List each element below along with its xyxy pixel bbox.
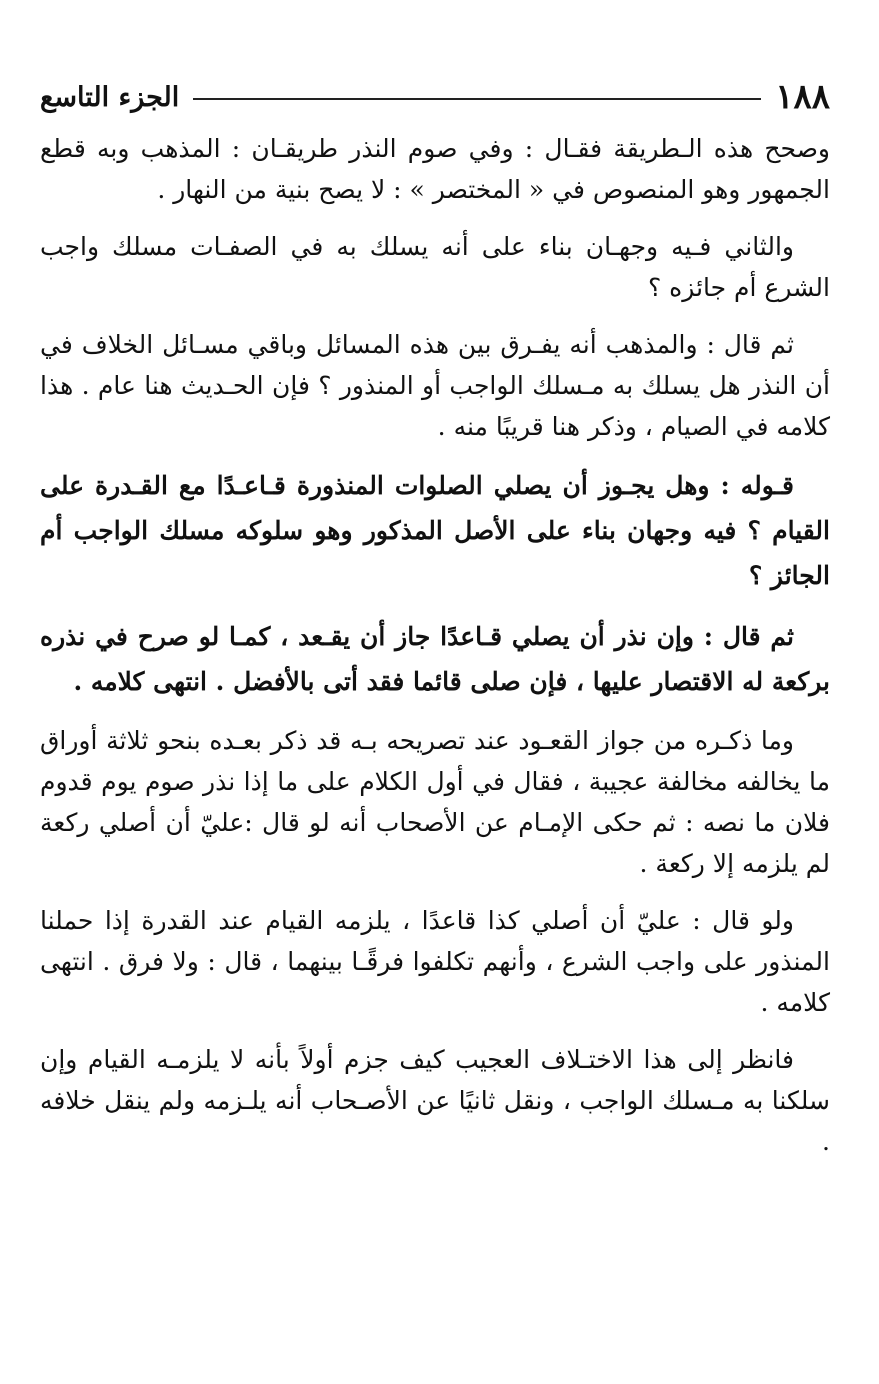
page-header: [40, 72, 830, 122]
paragraph-1: وصحح هذه الـطريقة فقـال : وفي صوم النذر طريقـان : المذهب وبه قطع الجمهور وهو المنصوص في « المختصر » : لا يصح بنية من النهار .: [40, 134, 830, 204]
paragraph-4-quoted: قـوله : وهل يجـوز أن يصلي الصلوات المنذورة قـاعـدًا مع القـدرة على القيام ؟ فيه وجهان بناء على الأصل المذكور وهو سلوكه مسلك الواجب أم الجائز ؟: [40, 471, 830, 590]
book-page: [40, 72, 830, 1178]
page-number: ١٨٨: [775, 77, 830, 117]
paragraph-2: والثاني فـيه وجهـان بناء على أنه يسلك به في الصفـات مسلك واجب الشرع أم جائزه ؟: [40, 232, 830, 302]
paragraph-3: ثم قال : والمذهب أنه يفـرق بين هذه المسائل وباقي مسـائل الخلاف في أن النذر هل يسلك به مـسلك الواجب أو المنذور ؟ فإن الحـديث هنا عام . هذا كلامه في الصيام ، وذكر هنا قريبًا منه .: [40, 330, 830, 441]
paragraph-8: فانظر إلى هذا الاختـلاف العجيب كيف جزم أولاً بأنه لا يلزمـه القيام وإن سلكنا به مـسلك الواجب ، ونقل ثانيًا عن الأصـحاب أنه يلـزمه ولم ينقل خلافه .: [40, 1045, 830, 1156]
paragraph-7: ولو قال : عليّ أن أصلي كذا قاعدًا ، يلزمه القيام عند القدرة إذا حملنا المنذور على واجب الشرع ، وأنهم تكلفوا فرقًـا بينهما ، قال : ولا فرق . انتهى كلامه .: [40, 906, 830, 1017]
paragraph-6: وما ذكـره من جواز القعـود عند تصريحه بـه قد ذكر بعـده بنحو ثلاثة أوراق ما يخالفه مخالفة عجيبة ، فقال في أول الكلام على ما إذا نذر صوم يوم قدوم فلان ما نصه : ثم حكى الإمـام عن الأصحاب أنه لو قال :عليّ أن أصلي ركعة لم يلزمه إلا ركعة .: [40, 726, 830, 878]
header-rule: [193, 98, 761, 100]
paragraph-5-quoted: ثم قال : وإن نذر أن يصلي قـاعدًا جاز أن يقـعد ، كمـا لو صرح في نذره بركعة له الاقتصار عليها ، فإن صلى قائما فقد أتى بالأفضل . انتهى كلامه .: [40, 622, 830, 696]
running-title: الجزء التاسع: [40, 81, 180, 113]
